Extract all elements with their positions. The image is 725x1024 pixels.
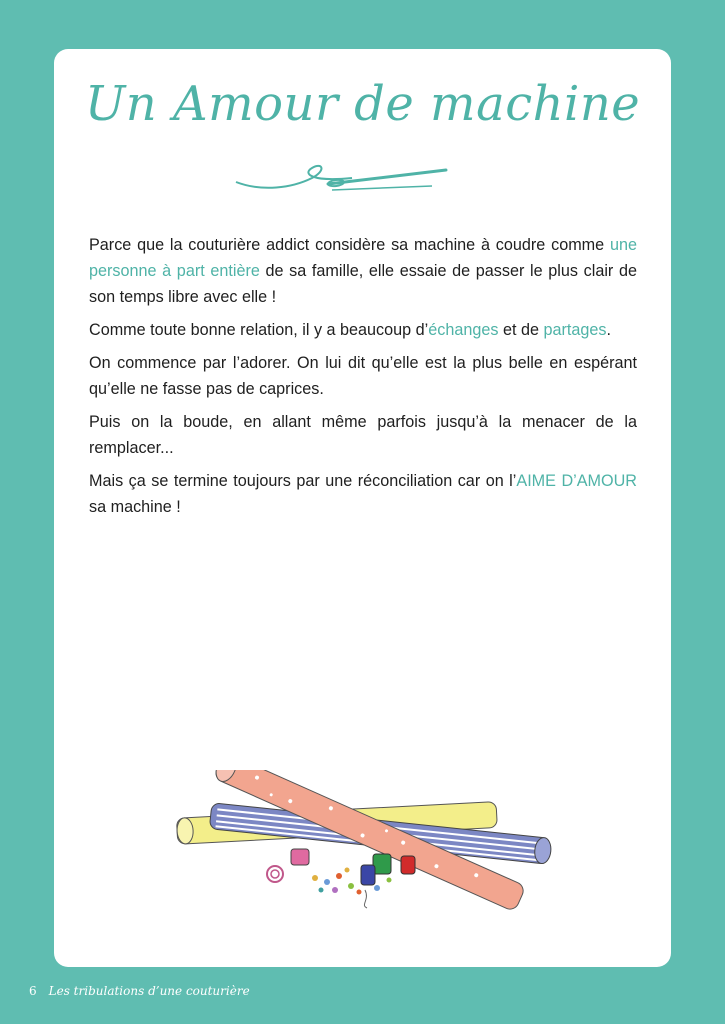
paragraph-5: Mais ça se termine toujours par une réconciliation car on l’AIME D’AMOUR sa machine ! (89, 472, 637, 516)
highlight-text: AIME D’AMOUR (516, 472, 637, 490)
paragraph-3: On commence par l’adorer. On lui dit qu’elle est la plus belle en espérant qu’elle ne fasse pas de caprices. (89, 354, 637, 398)
needle-thread-icon (232, 158, 454, 198)
paragraph-4: Puis on la boude, en allant même parfois jusqu’à la menacer de la remplacer... (89, 413, 637, 457)
page-title: Un Amour de machine (84, 76, 641, 132)
highlight-text: partages (543, 321, 607, 339)
running-title: Les tribulations d’une couturière (48, 984, 250, 998)
body-text (89, 232, 637, 527)
highlight-text: échanges (428, 321, 499, 339)
highlight-text: une personne à part entière (89, 236, 637, 280)
page-number: 6 (29, 984, 37, 998)
paragraph-2: Comme toute bonne relation, il y a beaucoup d’échanges et de partages. (89, 321, 611, 339)
fabric-rolls-illustration (165, 770, 560, 910)
paragraph-1: Parce que la couturière addict considère sa machine à coudre comme une personne à part entière de sa famille, elle essaie de passer le plus clair de son temps libre avec elle ! (89, 236, 637, 306)
page-footer (29, 984, 250, 998)
